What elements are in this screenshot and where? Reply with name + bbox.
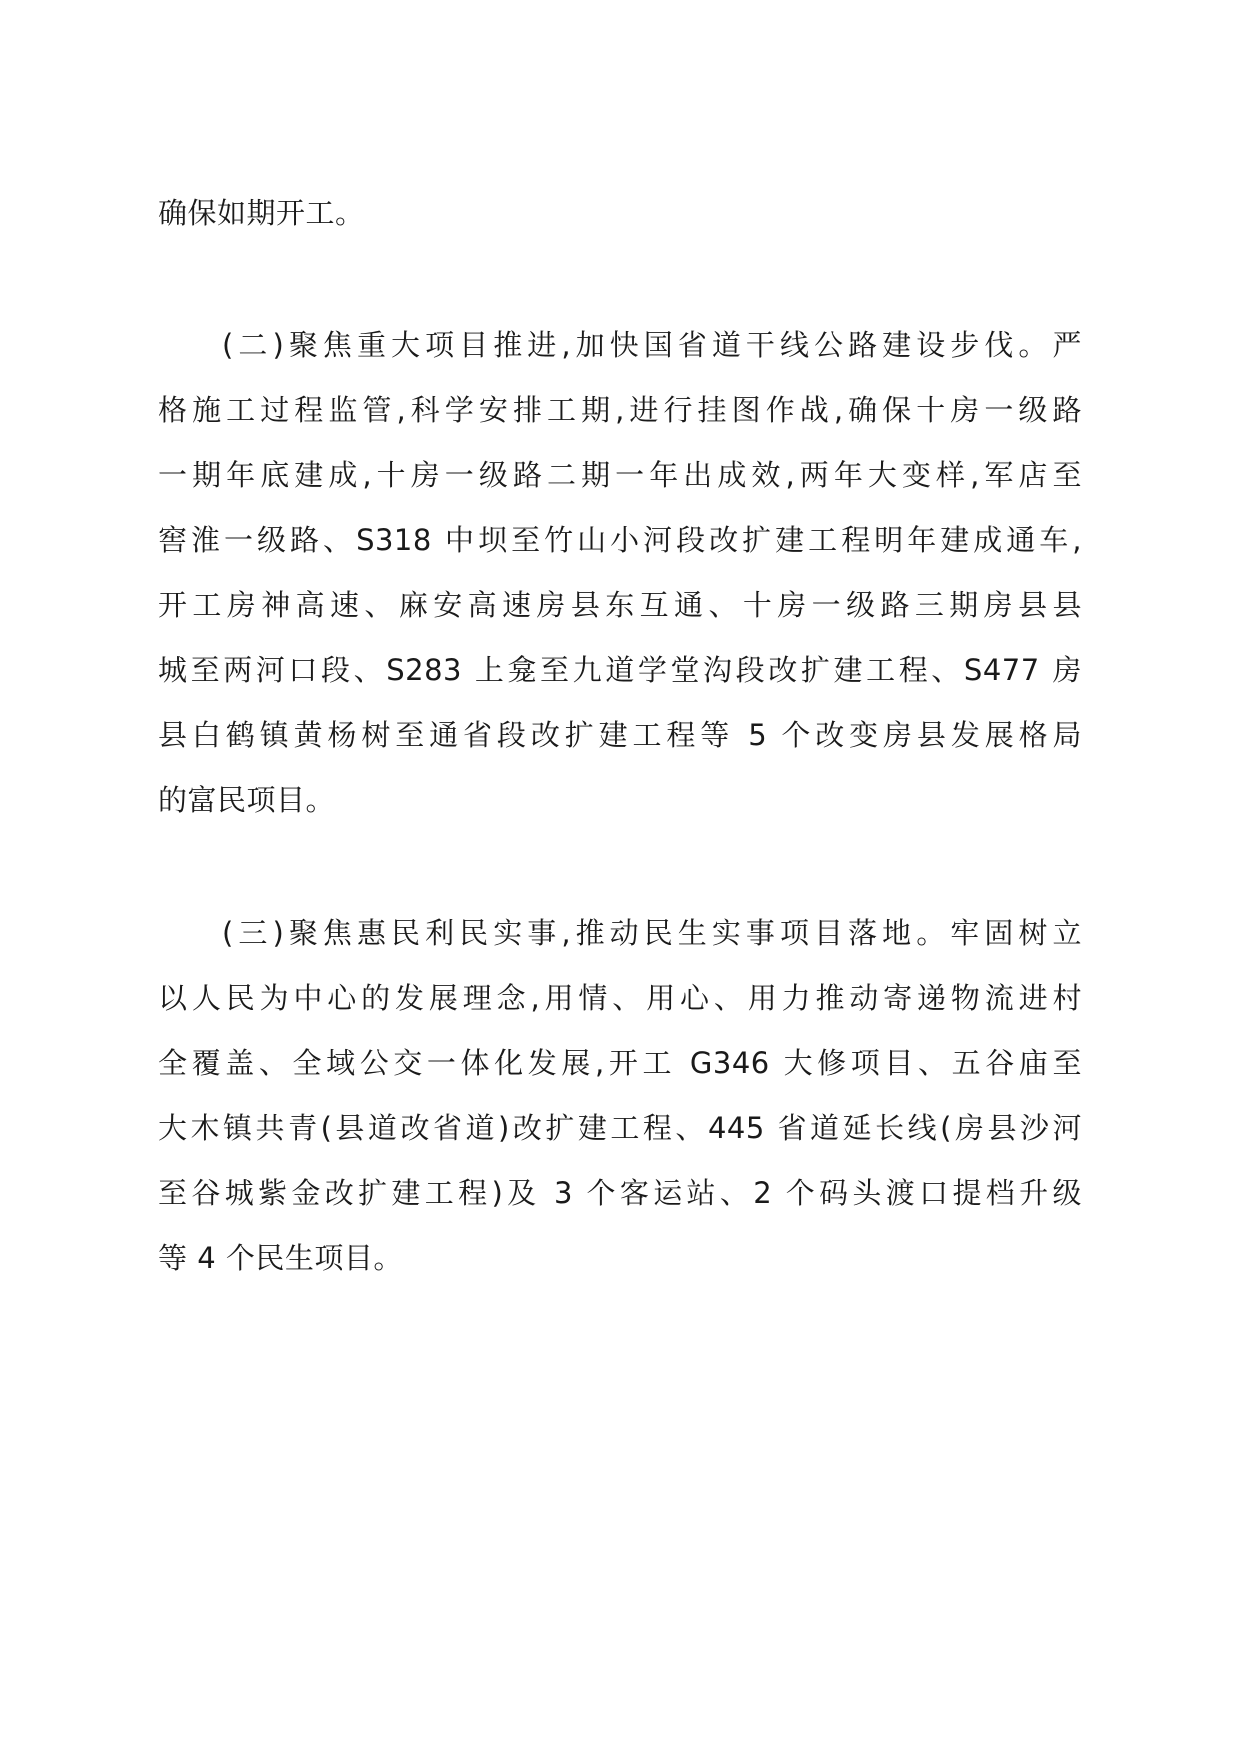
text-line: 大木镇共青(县道改省道)改扩建工程、445 省道延长线(房县沙河 [158,1111,1082,1145]
text-line: 格施工过程监管,科学安排工期,进行挂图作战,确保十房一级路 [158,393,1082,427]
text-line: 以人民为中心的发展理念,用情、用心、用力推动寄递物流进村 [158,981,1082,1015]
text-line: (二)聚焦重大项目推进,加快国省道干线公路建设步伐。严 [222,328,1082,362]
text-line: 县白鹤镇黄杨树至通省段改扩建工程等 5 个改变房县发展格局 [158,718,1082,752]
text-line: 确保如期开工。 [158,196,365,230]
text-line: 城至两河口段、S283 上龛至九道学堂沟段改扩建工程、S477 房 [158,653,1082,687]
text-line: (三)聚焦惠民利民实事,推动民生实事项目落地。牢固树立 [222,916,1082,950]
text-line: 至谷城紫金改扩建工程)及 3 个客运站、2 个码头渡口提档升级 [158,1176,1082,1210]
text-line: 窖淮一级路、S318 中坝至竹山小河段改扩建工程明年建成通车, [158,523,1082,557]
text-line: 的富民项目。 [158,783,336,817]
paragraph-continuation [158,181,1082,246]
text-line: 全覆盖、全域公交一体化发展,开工 G346 大修项目、五谷庙至 [158,1046,1082,1080]
text-line: 等 4 个民生项目。 [158,1241,403,1275]
text-line: 开工房神高速、麻安高速房县东互通、十房一级路三期房县县 [158,588,1082,622]
text-line: 一期年底建成,十房一级路二期一年出成效,两年大变样,军店至 [158,458,1082,492]
paragraph-section-two [158,313,1082,833]
paragraph-section-three [158,901,1082,1291]
